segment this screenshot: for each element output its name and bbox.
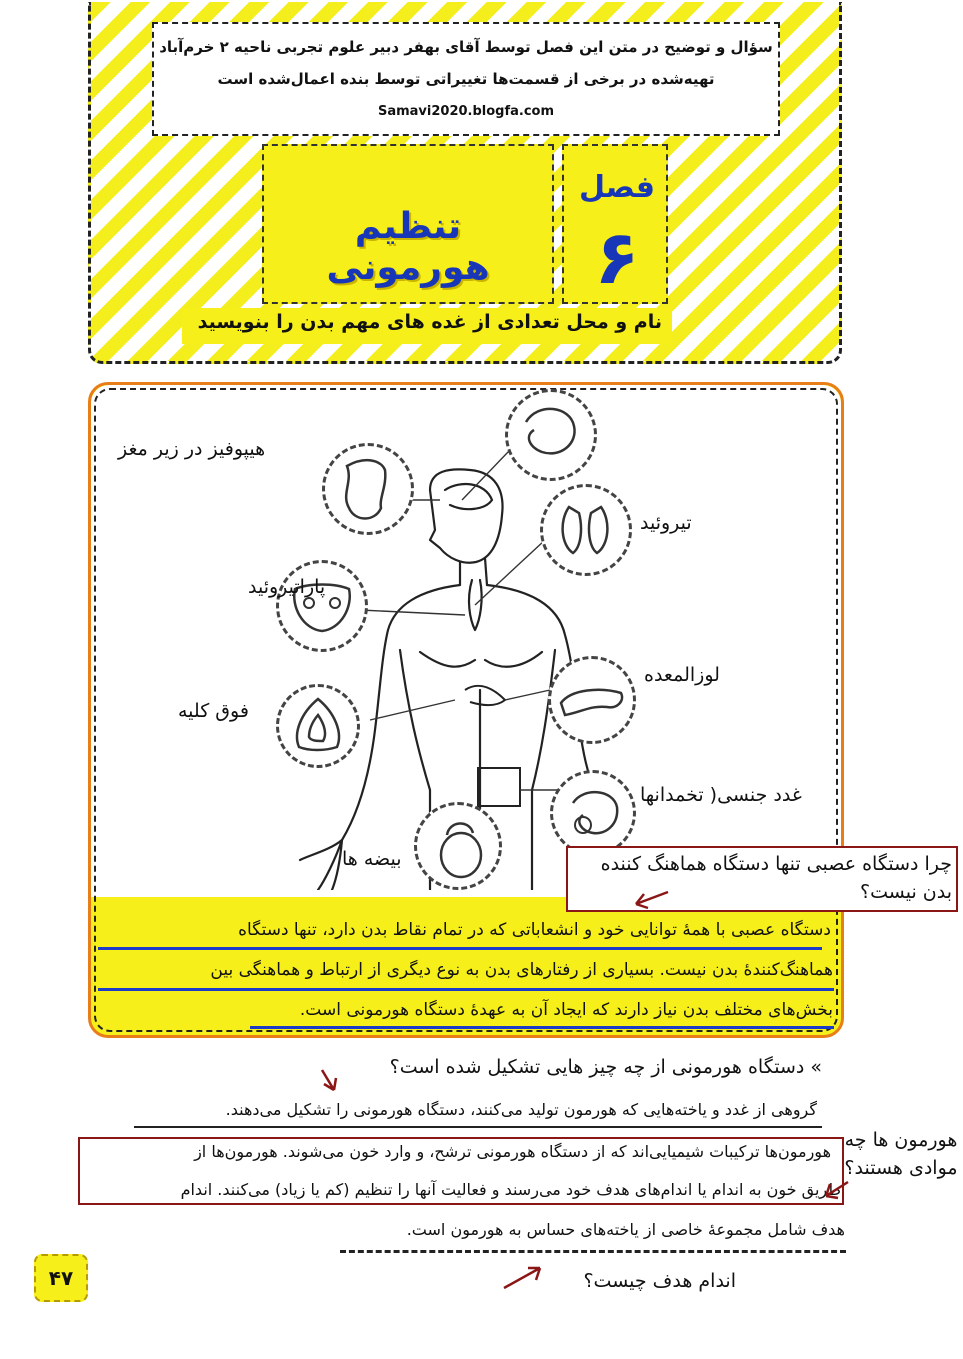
- question-what-are-hormones: هورمون ها چه موادی هستند؟: [844, 1129, 958, 1179]
- label-pancreas: لوزالمعده: [644, 664, 720, 686]
- answer-line-3: بخش‌های مختلف بدن نیاز دارند که ایجاد آن به عهدهٔ دستگاه هورمونی است.: [299, 1000, 833, 1020]
- ovary-detail-circle: [550, 770, 636, 856]
- label-ovaries: غدد جنسی( تخمدانها: [640, 784, 802, 806]
- arrow-up-icon: [500, 1262, 546, 1292]
- pancreas-detail-circle: [548, 656, 636, 744]
- label-parathyroid: پاراتیروئید: [248, 576, 326, 598]
- parathyroid-detail-circle: [276, 560, 368, 652]
- pituitary-icon: [508, 392, 594, 478]
- label-thyroid: تیروئید: [640, 512, 692, 534]
- callout-arrow-icon: [630, 886, 670, 912]
- testis-detail-circle: [414, 802, 502, 890]
- chapter-label: فصل: [579, 170, 655, 205]
- question-target-organ: اندام هدف چیست؟: [583, 1270, 736, 1292]
- credit-website: Samavi2020.blogfa.com: [377, 104, 555, 119]
- page-number: ۴۷: [34, 1254, 88, 1302]
- pituitary-gland-circle: [322, 443, 414, 535]
- label-pituitary: هیپوفیز در زیر مغز: [118, 438, 266, 460]
- question-hormonal-system: » دستگاه هورمونی از چه چیز هایی تشکیل شده است؟: [389, 1056, 822, 1078]
- underline-system: [134, 1126, 822, 1128]
- answer-line-2: هماهنگ‌کنندهٔ بدن نیست. بسیاری از رفتارهای بدن به نوع دیگری از ارتباط و هماهنگی بین: [210, 960, 833, 980]
- pituitary-detail-circle: [505, 389, 597, 481]
- credit-line-2: تهیه‌شده در برخی از قسمت‌ها تغییراتی توسط بنده اعمال‌شده است: [217, 70, 715, 88]
- underline-3: [250, 1026, 834, 1029]
- dashed-underline: [340, 1250, 846, 1253]
- answer-line-1: دستگاه عصبی با همهٔ توانایی خود و انشعاباتی که در تمام نقاط بدن دارد، تنها دستگاه: [238, 920, 831, 940]
- adrenal-detail-circle: [276, 684, 360, 768]
- hormone-def-line-3: هدف شامل مجموعهٔ خاصی از یاخته‌های حساس به هورمون است.: [406, 1220, 845, 1239]
- pancreas-icon: [551, 659, 633, 741]
- hormone-def-line-2: طریق خون به اندام یا اندام‌های هدف خود می‌رسند و فعالیت آنها را تنظیم (کم یا زیاد) می‌کنند. اندام: [180, 1180, 841, 1199]
- chapter-title: تنظیم هورمونی: [326, 206, 490, 288]
- underline-1: [98, 947, 822, 950]
- underline-2: [98, 988, 834, 991]
- adrenal-icon: [279, 687, 357, 765]
- label-testes: بیضه ها: [342, 848, 402, 870]
- thyroid-icon: [543, 487, 629, 573]
- credit-box: [152, 22, 780, 136]
- pituitary-gland-icon: [325, 446, 411, 532]
- answer-hormonal-system: گروهی از غدد و یاخته‌هایی که هورمون تولید می‌کنند، دستگاه هورمونی را تشکیل می‌دهند.: [225, 1100, 817, 1119]
- ovary-icon: [553, 773, 633, 853]
- question-nervous-system: چرا دستگاه عصبی تنها دستگاه هماهنگ کننده بدن نیست؟: [600, 853, 952, 903]
- arrow-down-icon: [318, 1066, 344, 1096]
- chapter-number: ۶: [594, 215, 640, 301]
- task-instruction: نام و محل تعدادی از غده های مهم بدن را بنویسید: [197, 311, 662, 333]
- hormone-def-line-1: هورمون‌ها ترکیبات شیمیایی‌اند که از دستگاه هورمونی ترشح، و وارد خون می‌شوند. هورمون‌ها از: [194, 1142, 831, 1161]
- label-adrenal: فوق کلیه: [178, 700, 249, 722]
- testis-icon: [417, 805, 499, 887]
- arrow-left-icon: [820, 1178, 850, 1204]
- credit-line-1: سؤال و توضیح در متن این فصل توسط آقای بهفر دبیر علوم تجربی ناحیه ۲ خرم‌آباد: [159, 38, 773, 56]
- thyroid-detail-circle: [540, 484, 632, 576]
